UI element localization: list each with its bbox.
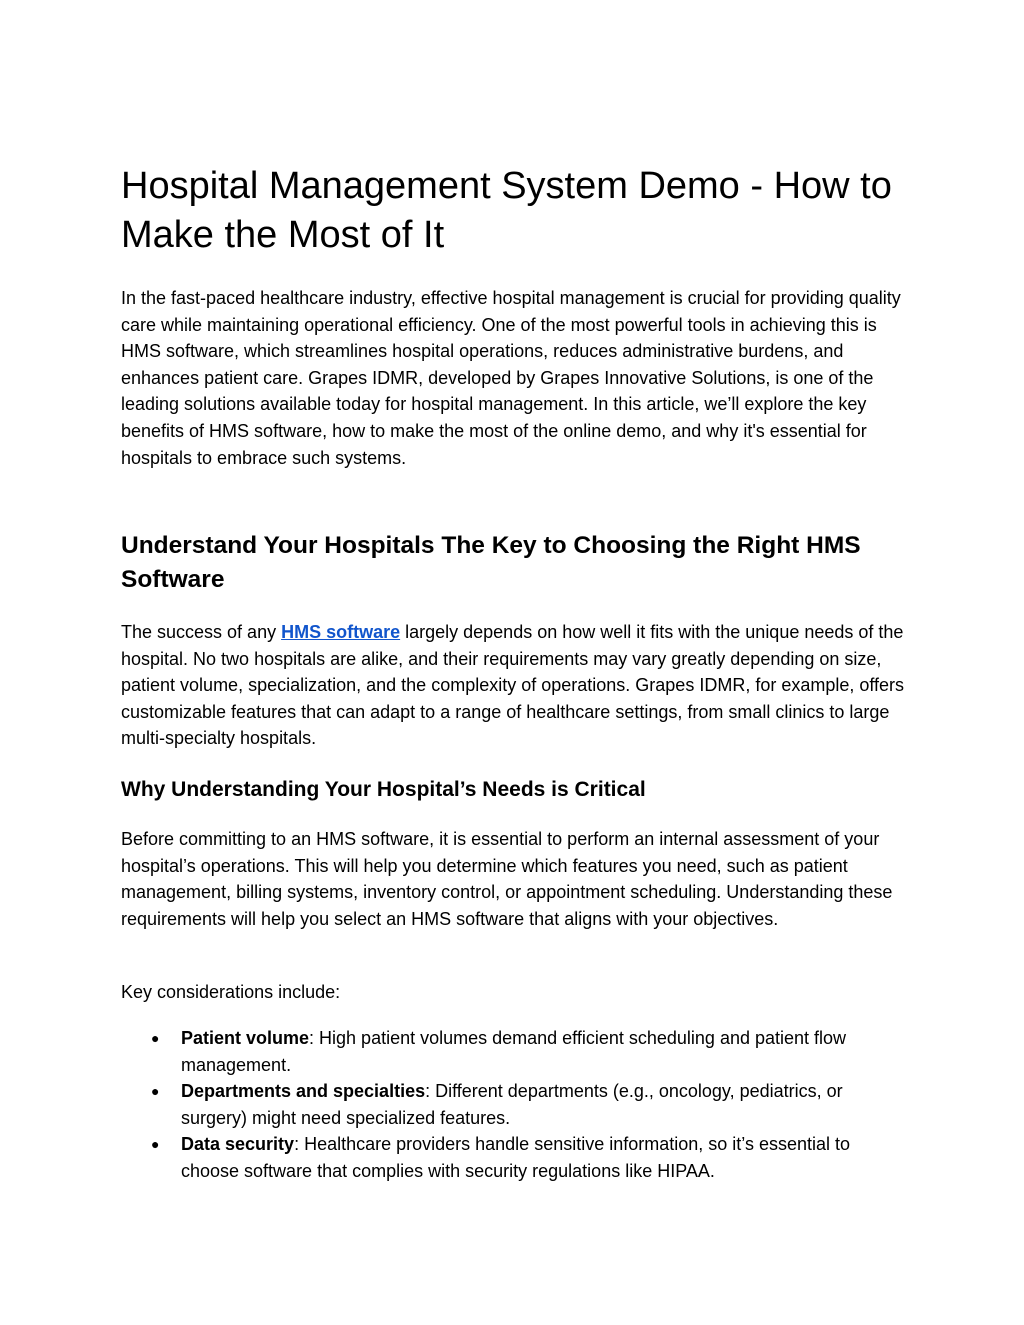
section1-paragraph: [121, 619, 911, 752]
list-intro: Key considerations include:: [121, 982, 341, 1002]
list-item-text: : High patient volumes demand efficient scheduling and patient flow management.: [181, 1028, 847, 1075]
bullet-icon: ●: [151, 1030, 160, 1046]
page-title: Hospital Management System Demo - How to Make the Most of It: [121, 165, 892, 256]
list-item-term: Data security: [181, 1134, 295, 1155]
section2-paragraph: Before committing to an HMS software, it is essential to perform an internal assessment of your hospital’s operations. This will help you determine which features you need, such as patient management, billing systems, inventory control, or appointment scheduling. Understanding these requirements will help you select an HMS software that aligns with your objectives.: [121, 829, 893, 929]
para-text-after-link: largely depends on how well it fits with the unique needs of the hospital. No two hospitals are alike, and their requirements may vary greatly depending on size, patient volume, specialization, and the complexity of operations. Grapes IDMR, for example, offers customizable features that can adapt to a range of healthcare settings, from small clinics to large multi-specialty hospitals.: [121, 622, 905, 749]
list-item-text: : Different departments (e.g., oncology, pediatrics, or surgery) might need specialized features.: [181, 1081, 843, 1128]
list-item: [121, 1025, 911, 1078]
list-item-term: Patient volume: [181, 1028, 310, 1048]
intro-paragraph: In the fast-paced healthcare industry, effective hospital management is crucial for providing quality care while maintaining operational efficiency. One of the most powerful tools in achieving this is HMS software, which streamlines hospital operations, reduces administrative burdens, and enhances patient care. Grapes IDMR, developed by Grapes Innovative Solutions, is one of the leading solutions available today for hospital management. In this article, we’ll explore the key benefits of HMS software, how to make the most of the online demo, and why it's essential for hospitals to embrace such systems.: [121, 288, 901, 468]
hms-software-link[interactable]: HMS software: [281, 622, 401, 642]
section-heading-understand: Understand Your Hospitals The Key to Choosing the Right HMS Software: [121, 532, 861, 593]
list-item: [121, 1078, 911, 1131]
bullet-icon: ●: [151, 1136, 160, 1153]
list-item-term: Departments and specialties: [181, 1081, 426, 1102]
list-item-text: : Healthcare providers handle sensitive information, so it’s essential to choose software that complies with security regulations like HIPAA.: [181, 1134, 851, 1181]
considerations-list: [121, 1025, 911, 1185]
para-text-before-link: The success of any: [121, 622, 282, 642]
list-item: [121, 1131, 911, 1184]
section-heading-needs: Why Understanding Your Hospital’s Needs is Critical: [121, 778, 646, 801]
bullet-icon: ●: [151, 1083, 160, 1100]
